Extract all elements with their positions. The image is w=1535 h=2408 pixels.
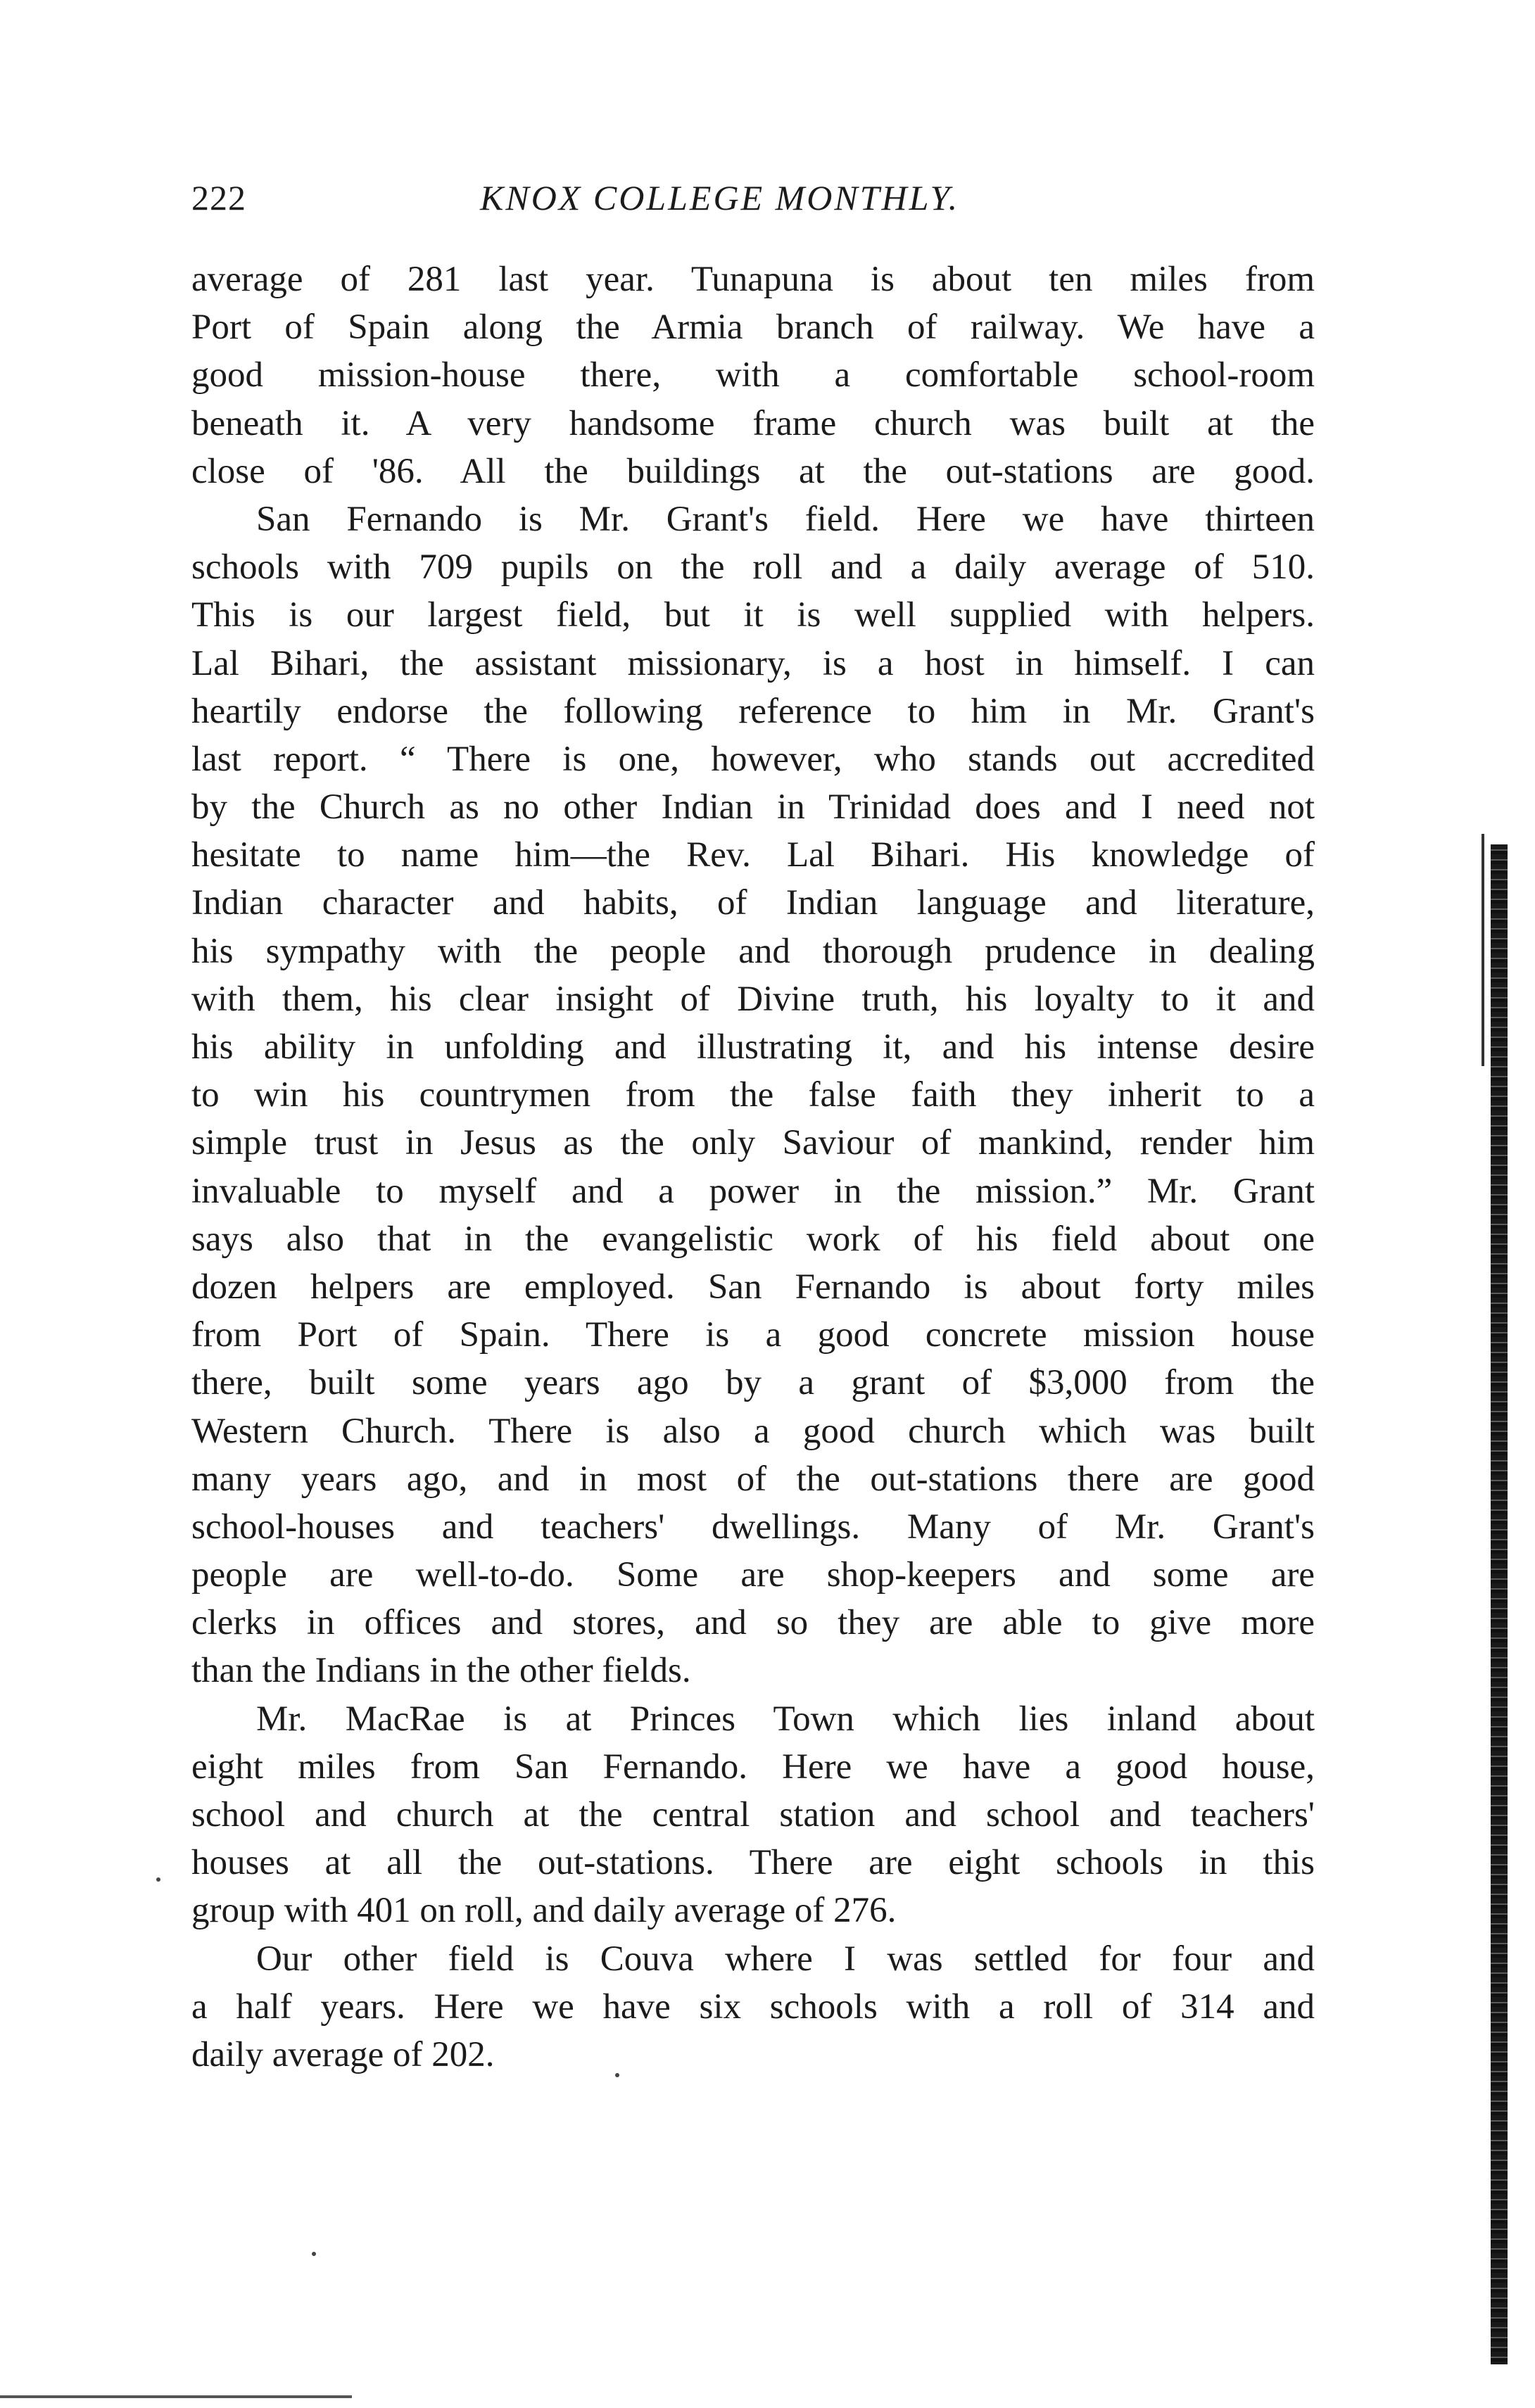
journal-title: KNOX COLLEGE MONTHLY. [480, 178, 960, 217]
body-line: a half years. Here we have six schools with a roll of 314 and [191, 1986, 1315, 2027]
body-line: with them, his clear insight of Divine truth, his loyalty to it and [191, 979, 1315, 1019]
body-line: Lal Bihari, the assistant missionary, is a host in himself. I can [191, 643, 1315, 683]
body-line: to win his countrymen from the false faith they inherit to a [191, 1075, 1315, 1115]
body-line: school-houses and teachers' dwellings. Many of Mr. Grant's [191, 1507, 1315, 1547]
scan-speck [615, 2073, 619, 2077]
paragraph-end-line: group with 401 on roll, and daily average of 276. [191, 1891, 897, 1931]
running-head [191, 177, 1318, 234]
body-line: This is our largest field, but it is well supplied with helpers. [191, 595, 1315, 635]
scan-bottom-rule [0, 2395, 352, 2398]
body-line: Western Church. There is also a good church which was built [191, 1411, 1315, 1451]
scan-binding-edge [1491, 844, 1508, 2364]
body-line: heartily endorse the following reference to him in Mr. Grant's [191, 691, 1315, 731]
paragraph-end-line: than the Indians in the other fields. [191, 1651, 691, 1691]
body-line: there, built some years ago by a grant of $3,000 from the [191, 1363, 1315, 1403]
body-line: average of 281 last year. Tunapuna is about ten miles from [191, 260, 1315, 299]
body-line: schools with 709 pupils on the roll and a daily average of 510. [191, 547, 1315, 588]
body-line: Port of Spain along the Armia branch of railway. We have a [191, 308, 1315, 348]
body-line: beneath it. A very handsome frame church was built at the [191, 403, 1315, 443]
body-line: hesitate to name him—the Rev. Lal Bihari. His knowledge of [191, 835, 1315, 875]
body-line: last report. “ There is one, however, who stands out accredited [191, 739, 1315, 779]
body-line: his sympathy with the people and thorough prudence in dealing [191, 931, 1315, 971]
paragraph-start-line: Mr. MacRae is at Princes Town which lies inland about [256, 1699, 1315, 1739]
scan-speck [156, 1877, 160, 1882]
paragraph-start-line: San Fernando is Mr. Grant's field. Here we have thirteen [256, 499, 1315, 539]
body-line: Indian character and habits, of Indian language and literature, [191, 883, 1315, 923]
page-number: 222 [191, 178, 246, 217]
scan-edge-line [1482, 834, 1484, 1066]
body-line: houses at all the out-stations. There are eight schools in this [191, 1843, 1315, 1883]
body-line: school and church at the central station and school and teachers' [191, 1795, 1315, 1834]
body-line: his ability in unfolding and illustrating it, and his intense desire [191, 1027, 1315, 1067]
article-body [191, 255, 1315, 2079]
paragraph-start-line: Our other field is Couva where I was settled for four and [256, 1939, 1315, 1979]
body-line: many years ago, and in most of the out-stations there are good [191, 1459, 1315, 1499]
body-line: good mission-house there, with a comfortable school-room [191, 355, 1315, 395]
body-line: simple trust in Jesus as the only Saviour of mankind, render him [191, 1123, 1315, 1163]
body-line: people are well-to-do. Some are shop-keepers and some are [191, 1555, 1315, 1595]
body-line: close of '86. All the buildings at the out-stations are good. [191, 451, 1315, 491]
body-line: from Port of Spain. There is a good concrete mission house [191, 1315, 1315, 1355]
body-line: says also that in the evangelistic work of his field about one [191, 1219, 1315, 1259]
paragraph-end-line: daily average of 202. [191, 2034, 495, 2074]
body-line: invaluable to myself and a power in the mission.” Mr. Grant [191, 1171, 1315, 1211]
body-line: dozen helpers are employed. San Fernando is about forty miles [191, 1267, 1315, 1307]
body-line: eight miles from San Fernando. Here we have a good house, [191, 1747, 1315, 1787]
scan-speck [312, 2252, 316, 2256]
body-line: clerks in offices and stores, and so they are able to give more [191, 1603, 1315, 1643]
body-line: by the Church as no other Indian in Trinidad does and I need not [191, 787, 1315, 828]
